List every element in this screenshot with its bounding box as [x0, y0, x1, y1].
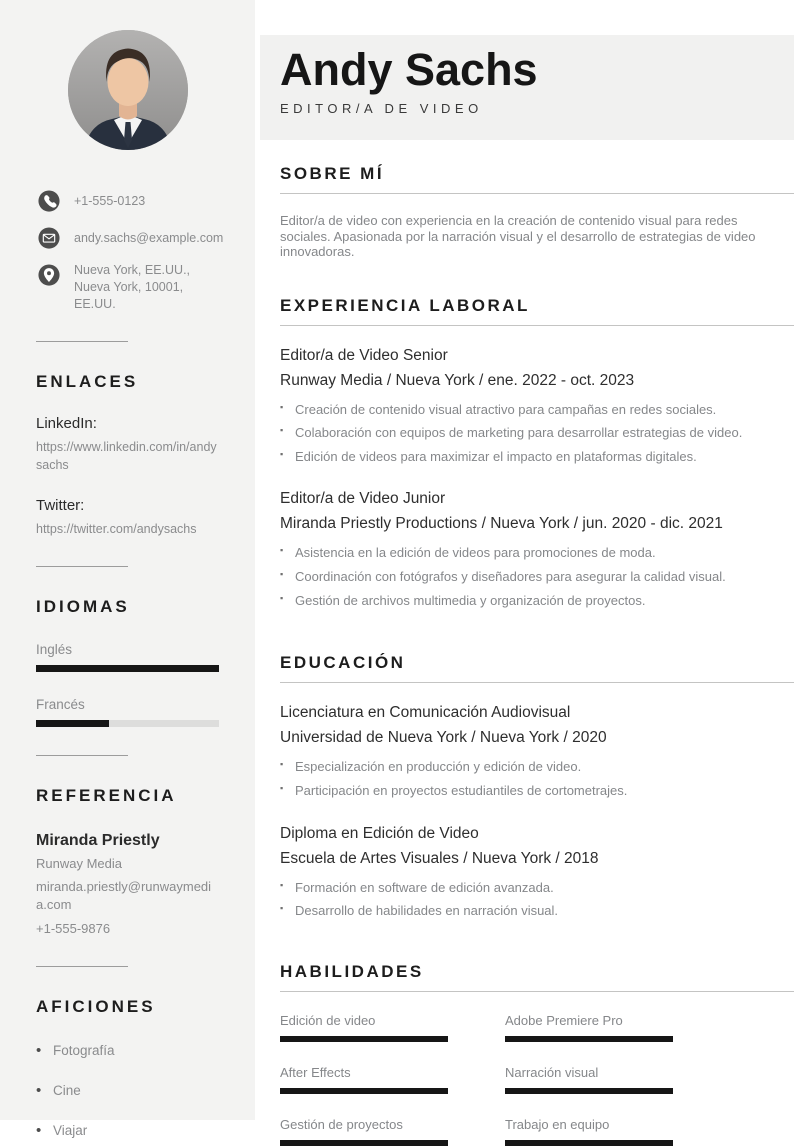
sidebar-divider: [36, 755, 128, 756]
skill-name: Adobe Premiere Pro: [505, 1012, 623, 1028]
degree-meta: Universidad de Nueva York / Nueva York / 2020: [280, 729, 607, 747]
language-level-bar: [36, 720, 219, 727]
skills-section: [260, 962, 794, 1146]
skill-level-fill: [280, 1140, 448, 1146]
job-bullet: ▪ Gestión de archivos multimedia y organización de proyectos.: [280, 594, 794, 608]
contact-block: [36, 188, 224, 313]
skill-item: [505, 1013, 673, 1042]
job-meta: Miranda Priestly Productions / Nueva York / jun. 2020 - dic. 2021: [280, 515, 723, 533]
degree-meta: Escuela de Artes Visuales / Nueva York / 2018: [280, 849, 599, 867]
skill-item: [505, 1065, 673, 1094]
skill-name: Trabajo en equipo: [505, 1116, 610, 1132]
contact-address-row: [36, 262, 219, 313]
contact-phone-row: [36, 188, 219, 214]
contact-address: [74, 262, 190, 313]
resume-main: [260, 0, 794, 1146]
reference-company: Runway Media: [36, 856, 122, 871]
person-name: Andy Sachs: [280, 44, 538, 95]
job-bullets: [280, 546, 794, 607]
phone-icon: [36, 188, 62, 214]
languages-section-heading: IDIOMAS: [36, 597, 130, 616]
job-meta: Runway Media / Nueva York / ene. 2022 - oct. 2023: [280, 371, 635, 389]
about-heading: SOBRE MÍ: [280, 164, 794, 194]
education-entry: [280, 825, 794, 918]
links-section-heading: ENLACES: [36, 371, 139, 391]
skill-name: Narración visual: [505, 1064, 599, 1080]
job-bullet: ▪ Creación de contenido visual atractivo para campañas en redes sociales.: [280, 403, 794, 417]
experience-entry: [280, 347, 794, 464]
job-bullet: ▪ Edición de videos para maximizar el impacto en plataformas digitales.: [280, 450, 794, 464]
reference-section-heading: REFERENCIA: [36, 786, 177, 805]
skill-level-bar: [505, 1036, 673, 1042]
profile-photo-image: [68, 30, 188, 150]
person-job-title: EDITOR/A DE VIDEO: [280, 101, 483, 116]
skills-grid: [280, 1013, 794, 1146]
about-text: Editor/a de video con experiencia en la creación de contenido visual para redes sociales. Apasionada por la narración visual y el desarrollo de estrategias de video innovadoras.: [280, 213, 756, 259]
hobbies-list: [36, 1043, 219, 1138]
degree-bullet: ▪ Especialización en producción y edición de video.: [280, 760, 794, 774]
skill-level-fill: [505, 1088, 673, 1094]
contact-phone: +1-555-0123: [74, 193, 146, 208]
skill-level-bar: [280, 1088, 448, 1094]
skill-name: After Effects: [280, 1064, 351, 1080]
skill-item: [280, 1117, 448, 1146]
degree-title: Licenciatura en Comunicación Audiovisual: [280, 704, 571, 722]
job-bullet: ▪ Coordinación con fotógrafos y diseñadores para asegurar la calidad visual.: [280, 570, 794, 584]
link-item-linkedin: [36, 415, 219, 474]
address-line-1: Nueva York, EE.UU.,: [74, 263, 191, 277]
address-line-3: EE.UU.: [74, 296, 116, 311]
education-section: [260, 653, 794, 918]
sidebar-divider: [36, 341, 128, 342]
degree-bullets: [280, 760, 794, 797]
skill-item: [280, 1065, 448, 1094]
contact-email-row: [36, 225, 224, 251]
language-item: [36, 697, 219, 727]
skill-level-bar: [505, 1140, 673, 1146]
language-item: [36, 642, 219, 672]
language-name: Inglés: [36, 642, 73, 657]
degree-title: Diploma en Edición de Video: [280, 824, 479, 842]
reference-email[interactable]: miranda.priestly@runwaymedia.com: [36, 879, 212, 913]
skill-level-fill: [280, 1088, 448, 1094]
degree-bullet: ▪ Desarrollo de habilidades en narración visual.: [280, 904, 794, 918]
hobbies-section-heading: AFICIONES: [36, 996, 156, 1016]
education-entry: [280, 704, 794, 797]
degree-bullet: ▪ Participación en proyectos estudiantiles de cortometrajes.: [280, 784, 794, 798]
skills-heading: HABILIDADES: [280, 962, 794, 992]
skill-item: [505, 1117, 673, 1146]
skill-name: Gestión de proyectos: [280, 1116, 403, 1132]
job-bullet: ▪ Colaboración con equipos de marketing para desarrollar estrategias de video.: [280, 426, 794, 440]
hobby-item: • Cine: [36, 1083, 219, 1098]
education-heading: EDUCACIÓN: [280, 653, 794, 683]
language-name: Francés: [36, 697, 85, 712]
skill-name: Edición de video: [280, 1012, 376, 1028]
skill-item: [280, 1013, 448, 1042]
job-bullet: ▪ Asistencia en la edición de videos para promociones de moda.: [280, 546, 794, 560]
language-level-bar: [36, 665, 219, 672]
experience-heading: EXPERIENCIA LABORAL: [280, 296, 794, 326]
reference-phone: +1-555-9876: [36, 920, 111, 936]
degree-bullet: ▪ Formación en software de edición avanzada.: [280, 881, 794, 895]
degree-bullets: [280, 881, 794, 918]
skill-level-bar: [505, 1088, 673, 1094]
job-bullets: [280, 403, 794, 464]
address-line-2: Nueva York, 10001,: [74, 279, 184, 294]
language-level-fill: [36, 665, 219, 672]
sidebar-divider: [36, 966, 128, 967]
skill-level-fill: [505, 1036, 673, 1042]
experience-entry: [280, 490, 794, 607]
language-level-fill: [36, 720, 109, 727]
location-pin-icon: [36, 262, 62, 288]
job-title: Editor/a de Video Senior: [280, 346, 448, 364]
resume-header: [260, 35, 794, 140]
linkedin-url-link[interactable]: https://www.linkedin.com/in/andysachs: [36, 439, 217, 472]
link-label: Twitter:: [36, 496, 85, 514]
skill-level-fill: [280, 1036, 448, 1042]
twitter-url-link[interactable]: https://twitter.com/andysachs: [36, 521, 197, 536]
hobby-item: • Fotografía: [36, 1043, 219, 1058]
email-icon: [36, 225, 62, 251]
skill-level-fill: [505, 1140, 673, 1146]
reference-name: Miranda Priestly: [36, 832, 160, 849]
sidebar-divider: [36, 566, 128, 567]
skill-level-bar: [280, 1036, 448, 1042]
link-label: LinkedIn:: [36, 414, 97, 432]
contact-email[interactable]: andy.sachs@example.com: [74, 230, 224, 245]
profile-photo: [68, 30, 188, 150]
skill-level-bar: [280, 1140, 448, 1146]
experience-section: [260, 296, 794, 608]
about-section: [260, 164, 794, 260]
job-title: Editor/a de Video Junior: [280, 490, 446, 508]
link-item-twitter: [36, 497, 219, 538]
hobby-item: • Viajar: [36, 1123, 219, 1138]
sidebar: [0, 0, 255, 1138]
